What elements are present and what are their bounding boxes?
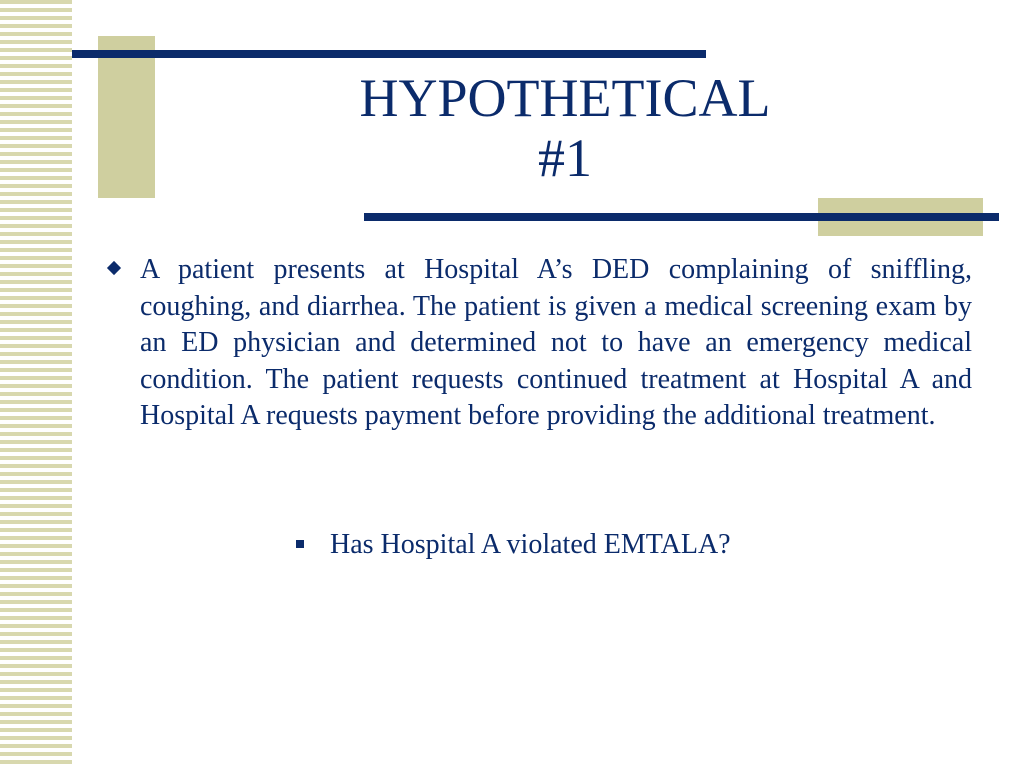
slide-title-line2: #1 [538, 128, 592, 188]
title-rule-top [72, 50, 706, 58]
slide-title-line1: HYPOTHETICAL [359, 68, 771, 128]
bullet-text: A patient presents at Hospital A’s DED complaining of sniffling, coughing, and diarrhea. The patient is given a medical screening exam by an ED physician and determined not to have an emergency medical condition. The patient requests continued treatment at Hospital A and Hospital A requests payment before providing the additional treatment. [140, 254, 972, 431]
bullet-item [104, 252, 972, 435]
title-accent-block-left [98, 36, 155, 198]
sub-bullet-text: Has Hospital A violated EMTALA? [330, 529, 731, 560]
square-bullet-icon [296, 540, 304, 548]
sub-bullet-item [296, 527, 731, 563]
slide-title [250, 68, 880, 188]
slide-body [104, 252, 972, 435]
left-stripe-decoration [0, 0, 72, 768]
diamond-bullet-icon [107, 261, 121, 275]
title-rule-bottom [364, 213, 999, 221]
